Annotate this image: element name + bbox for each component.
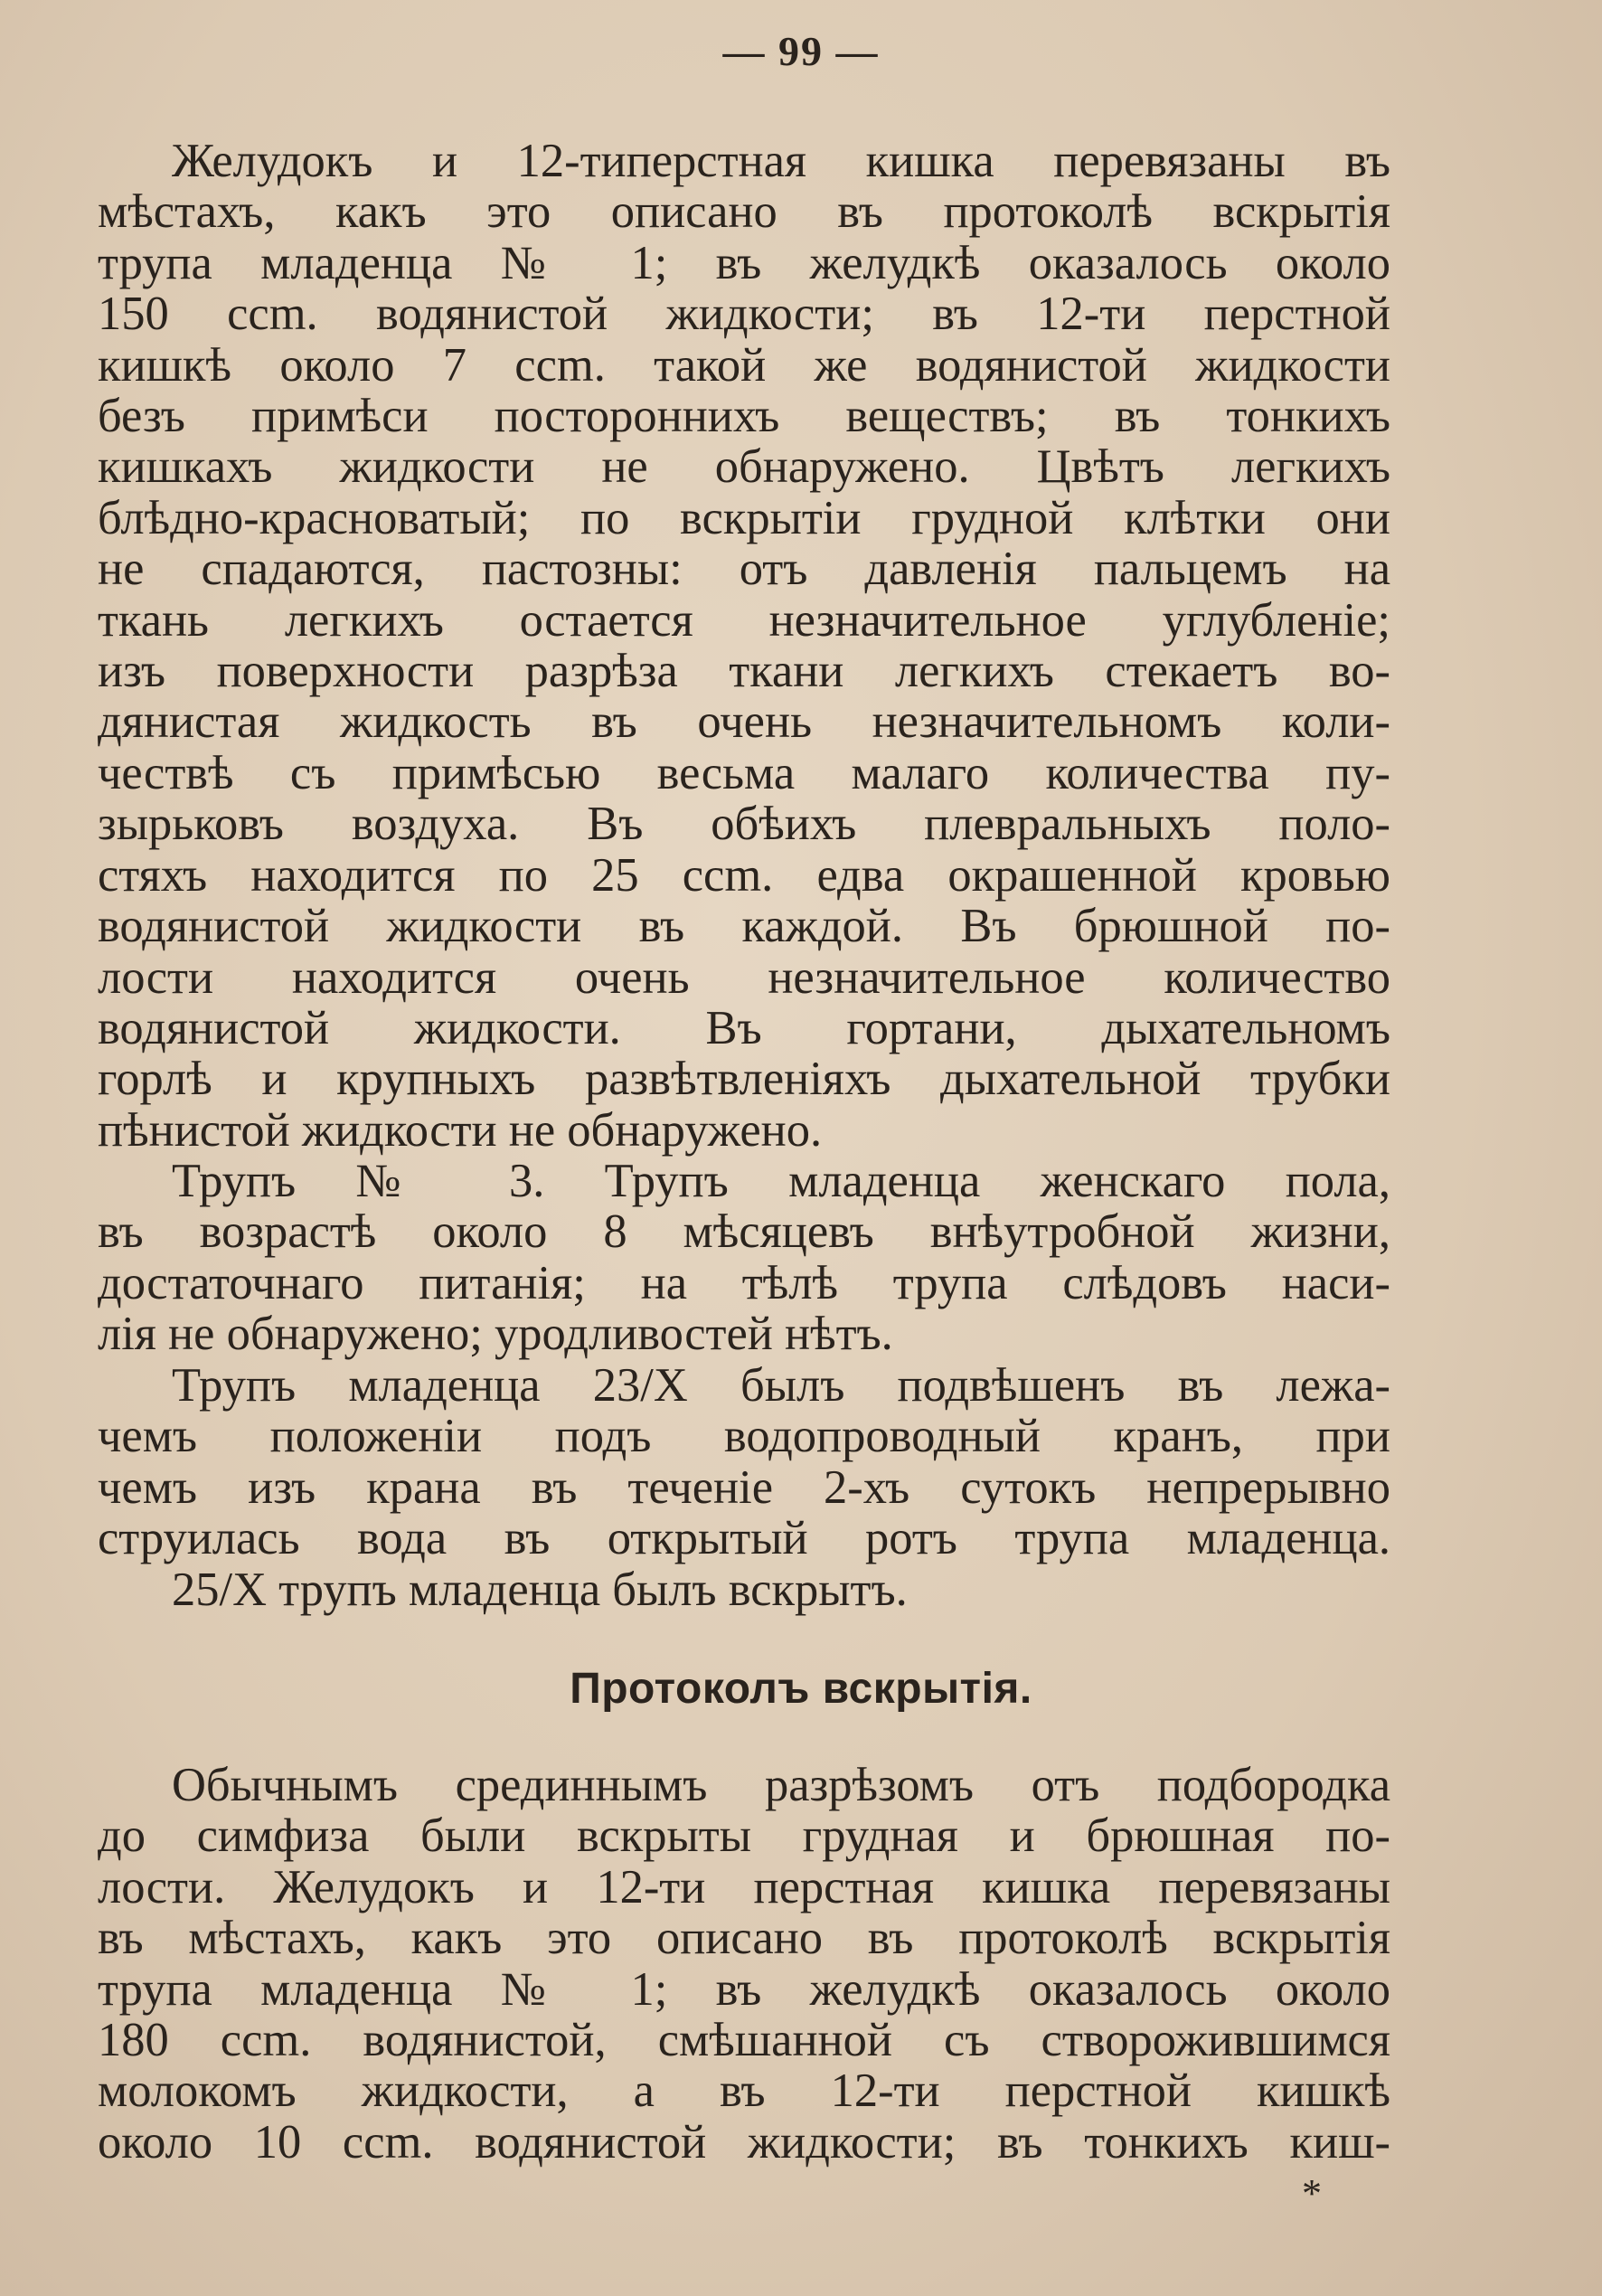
text-line: молокомъ жидкости, а въ 12-ти перстной кишкѣ xyxy=(98,2065,1390,2118)
page-number: — 99 — xyxy=(722,28,880,74)
text-line: Желудокъ и 12-типерстная кишка перевязаны въ xyxy=(172,135,1390,187)
text-line: 25/X трупъ младенца былъ вскрытъ. xyxy=(172,1564,908,1616)
text-line: дянистая жидкость въ очень незначительномъ коли- xyxy=(98,695,1390,749)
text-line: горлѣ и крупныхъ развѣтвленіяхъ дыхательной трубки xyxy=(98,1053,1390,1106)
text-line: чествѣ съ примѣсью весьма малаго количества пу- xyxy=(98,746,1390,799)
text-line: чемъ изъ крана въ теченіе 2-хъ сутокъ непрерывно xyxy=(98,1460,1390,1514)
text-line: въ возрастѣ около 8 мѣсяцевъ внѣутробной жизни, xyxy=(98,1205,1390,1259)
footnote-mark: * xyxy=(1302,2171,1322,2216)
text-line: не спадаются, пастозны: отъ давленія пальцемъ на xyxy=(98,543,1390,596)
text-line: Обычнымъ срединнымъ разрѣзомъ отъ подбородка xyxy=(172,1759,1390,1811)
text-line: чемъ положеніи подъ водопроводный кранъ, при xyxy=(98,1410,1390,1463)
text-line: кишкахъ жидкости не обнаружено. Цвѣтъ легкихъ xyxy=(98,440,1390,494)
text-line: мѣстахъ, какъ это описано въ протоколѣ вскрытія xyxy=(98,185,1390,239)
text-line: зырьковъ воздуха. Въ обѣихъ плевральныхъ поло- xyxy=(98,798,1390,851)
section-heading: Протоколъ вскрытія. xyxy=(570,1665,1032,1713)
text-line: 150 ccm. водянистой жидкости; въ 12-ти перстной xyxy=(98,288,1390,341)
paragraph-autopsy-protocol xyxy=(98,1760,1390,2168)
text-line: Трупъ младенца 23/X былъ подвѣшенъ въ лежа- xyxy=(172,1359,1390,1412)
text-line: трупа младенца № 1; въ желудкѣ оказалось около xyxy=(98,236,1390,289)
text-line: до симфиза были вскрыты грудная и брюшная по- xyxy=(98,1809,1390,1863)
text-line: достаточнаго питанія; на тѣлѣ трупа слѣдовъ наси- xyxy=(98,1256,1390,1309)
text-line: лости находится очень незначительное количество xyxy=(98,950,1390,1004)
text-line: струилась вода въ открытый ротъ трупа младенца. xyxy=(98,1512,1390,1565)
paragraph-water-tap xyxy=(98,1360,1390,1564)
paragraph-autopsy-date xyxy=(98,1564,1390,1615)
text-line: 180 ccm. водянистой, смѣшанной съ створожившимся xyxy=(98,2014,1390,2067)
text-line: трупа младенца № 1; въ желудкѣ оказалось около xyxy=(98,1962,1390,2016)
text-line: кишкѣ около 7 ccm. такой же водянистой жидкости xyxy=(98,338,1390,392)
text-line: Трупъ № 3. Трупъ младенца женскаго пола, xyxy=(172,1155,1390,1207)
text-line: водянистой жидкости въ каждой. Въ брюшной по- xyxy=(98,900,1390,953)
text-line: стяхъ находится по 25 ccm. едва окрашенной кровью xyxy=(98,848,1390,902)
text-line: въ мѣстахъ, какъ это описано въ протоколѣ вскрытія xyxy=(98,1912,1390,1965)
text-line: водянистой жидкости. Въ гортани, дыхательномъ xyxy=(98,1001,1390,1054)
text-line: около 10 ccm. водянистой жидкости; въ тонкихъ киш- xyxy=(98,2115,1390,2168)
text-line: блѣдно-красноватый; по вскрытіи грудной клѣтки они xyxy=(98,491,1390,544)
text-line: безъ примѣси постороннихъ веществъ; въ тонкихъ xyxy=(98,390,1390,443)
text-line: лости. Желудокъ и 12-ти перстная кишка перевязаны xyxy=(98,1860,1390,1913)
text-line: изъ поверхности разрѣза ткани легкихъ стекаетъ во- xyxy=(98,645,1390,698)
paragraph-corpse-3 xyxy=(98,1156,1390,1360)
text-line: ткань легкихъ остается незначительное углубленіе; xyxy=(98,593,1390,647)
text-line: пѣнистой жидкости не обнаружено. xyxy=(98,1103,823,1157)
paragraph-stomach-findings xyxy=(98,136,1390,1156)
text-line: лія не обнаружено; уродливостей нѣтъ. xyxy=(98,1308,893,1361)
